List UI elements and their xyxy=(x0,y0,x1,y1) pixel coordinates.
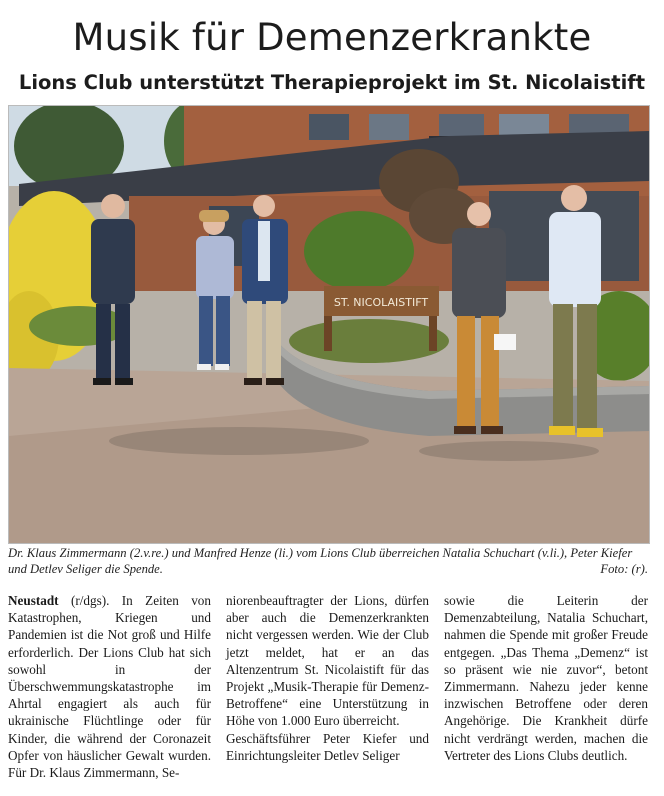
body-paragraph: sowie die Leiterin der Demenzabteilung, Natalia Schuchart, nahmen die Spende mit großer Freude entgegen. „Das Thema „Demenz“ ist so präsent wie nie zuvor“, betont Zimmermann. Nahezu jeder kenne inzwischen Betroffene oder deren Angehörige. Die Krankheit dürfe nicht verdrängt werden, machen die Vertreter des Lions Clubs deutlich. xyxy=(444,593,648,763)
photo-credit: Foto: (r). xyxy=(600,561,648,576)
ground-shrub xyxy=(29,306,129,346)
article-subheadline: Lions Club unterstützt Therapieprojekt im St. Nicolaistift xyxy=(18,71,646,94)
body-paragraph xyxy=(8,592,211,781)
article-headline: Musik für Demenzerkrankte xyxy=(72,16,592,59)
article-photo xyxy=(8,105,650,544)
shadow xyxy=(109,427,369,455)
window xyxy=(369,114,409,140)
body-column-3 xyxy=(444,592,648,764)
body-column-1 xyxy=(8,592,211,781)
hedge xyxy=(304,211,414,291)
article-body xyxy=(8,592,648,782)
window xyxy=(309,114,349,140)
body-paragraph: niorenbeauftragter der Lions, dürfen aber auch die Demenzerkrankten nicht vergessen werden. Wie der Club jetzt meldet, hat er an das Altenzentrum St. Nicolaistift für das Projekt „Musik-Therapie für Demenz-Betroffene“ eine Unterstützung in Höhe von 1.000 Euro überreicht. xyxy=(226,593,429,729)
body-paragraph: Geschäftsführer Peter Kiefer und Einrichtungsleiter Detlev Seliger xyxy=(226,730,429,763)
dateline-place: Neustadt xyxy=(8,593,59,608)
body-column-2 xyxy=(226,592,429,764)
shadow xyxy=(419,441,599,461)
person-manfred-henze xyxy=(91,194,135,385)
caption-text: Dr. Klaus Zimmermann (2.v.re.) und Manfred Henze (li.) vom Lions Club überreichen Natalia Schuchart (v.li.), Peter Kiefer und Detlev Seliger die Spende. xyxy=(8,546,633,576)
flower-bed xyxy=(289,319,449,363)
photo-caption xyxy=(8,546,648,577)
body-text: (r/dgs). In Zeiten von Katastrophen, Kriegen und Pandemien ist die Not groß und Hilfe erforderlich. Der Lions Club hat sich sowohl in der Überschwemmungskatastrophe im Ahrtal engagiert als auch für ukrainische Flüchtlinge oder für Kinder, die während der Coronazeit Opfer von häuslicher Gewalt wurden. Für Dr. Klaus Zimmermann, Se- xyxy=(8,593,211,781)
sign-text: ST. NICOLAISTIFT xyxy=(333,296,429,309)
photo-scene xyxy=(9,106,649,543)
